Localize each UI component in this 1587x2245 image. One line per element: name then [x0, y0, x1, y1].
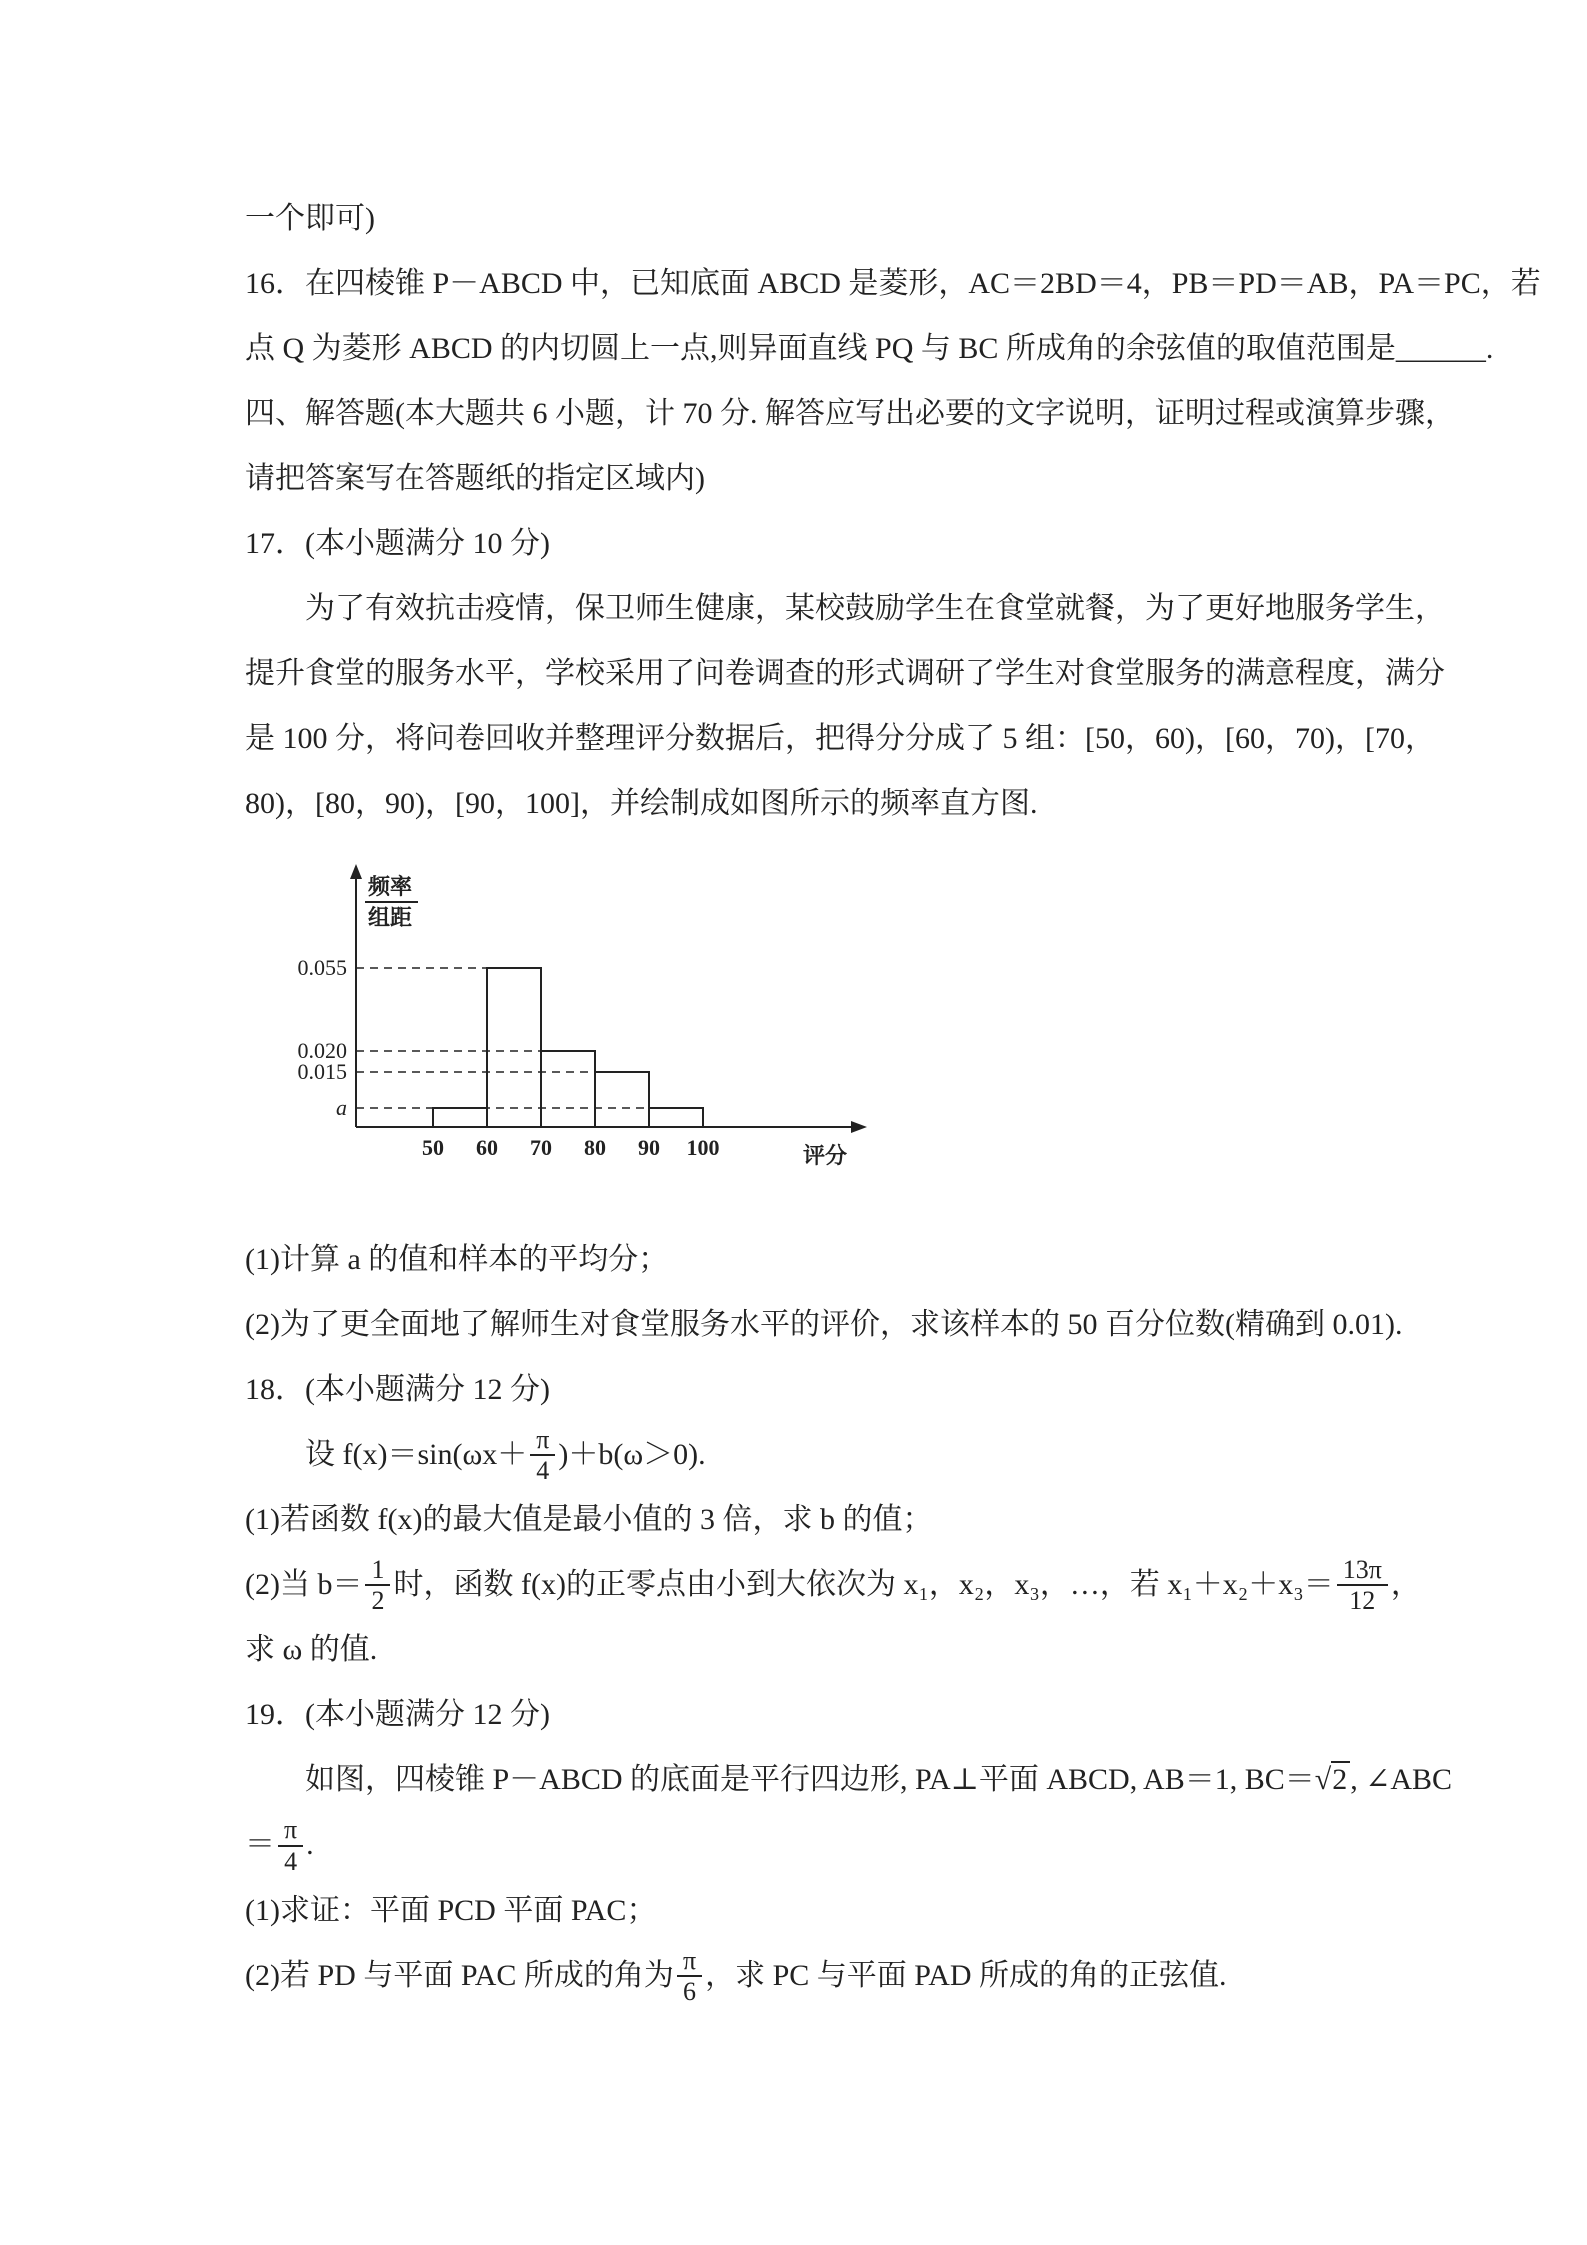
question-17-part1: (1)计算 a 的值和样本的平均分；	[245, 1243, 669, 1276]
question-17-para-line4: 80)，[80，90)，[90，100]，并绘制成如图所示的频率直方图.	[245, 787, 1038, 820]
square-root	[1315, 1761, 1350, 1796]
question-18-title: 18．(本小题满分 12 分)	[245, 1373, 550, 1406]
question-19-line1	[245, 1747, 1453, 1812]
question-17-part2: (2)为了更全面地了解师生对食堂服务水平的评价，求该样本的 50 百分位数(精确到 0.01).	[245, 1308, 1403, 1341]
x-tick-label: 100	[686, 1135, 720, 1160]
question-19-title: 19．(本小题满分 12 分)	[245, 1698, 550, 1732]
text-segment: (2)当 b＝	[245, 1568, 363, 1602]
question-17-para-line3: 是 100 分，将问卷回收并整理评分数据后，把得分分成了 5 组：[50，60)，[60，70)，[70，	[245, 722, 1435, 755]
text-segment: .	[306, 1828, 314, 1862]
text-segment: ，	[1390, 1568, 1421, 1602]
radicand: 2	[1331, 1761, 1350, 1796]
x-axis-arrow	[851, 1121, 867, 1133]
y-axis-label-denominator: 组距	[368, 905, 413, 930]
histogram-bar	[541, 1051, 595, 1127]
text-segment: 设 f(x)＝sin(ωx＋	[305, 1438, 528, 1471]
histogram-bar	[433, 1108, 487, 1127]
x-tick-label: 50	[422, 1135, 444, 1160]
question-17-para-line2: 提升食堂的服务水平，学校采用了问卷调查的形式调研了学生对食堂服务的满意程度，满分	[245, 657, 1445, 690]
y-tick-label: 0.055	[297, 955, 347, 980]
histogram-bar	[487, 968, 541, 1127]
fraction-numerator: 1	[371, 1555, 385, 1585]
x-tick-label: 60	[476, 1135, 498, 1160]
fraction-numerator: π	[682, 1945, 697, 1975]
fraction-one-half	[365, 1555, 390, 1615]
text-segment: , ∠ABC	[1350, 1763, 1453, 1797]
x-tick-label: 90	[638, 1135, 660, 1160]
section-4-header-line2: 请把答案写在答题纸的指定区域内)	[245, 462, 705, 495]
x-tick-label: 80	[584, 1135, 606, 1160]
histogram-svg	[291, 862, 891, 1197]
fraction-denominator: 6	[677, 1975, 702, 2006]
question-18-part2	[245, 1552, 1421, 1617]
question-18-part2-line2: 求 ω 的值.	[245, 1633, 378, 1667]
continuation-text: 一个即可)	[245, 202, 375, 235]
fraction-numerator: π	[284, 1815, 298, 1845]
question-18-setup	[245, 1422, 1362, 1487]
question-16-line1: 16．在四棱锥 P－ABCD 中，已知底面 ABCD 是菱形，AC＝2BD＝4，PB＝PD＝AB，PA＝PC，若	[245, 267, 1541, 300]
text-segment: ，求 PC 与平面 PAD 所成的角的正弦值.	[705, 1958, 1227, 1992]
question-17-title: 17．(本小题满分 10 分)	[245, 527, 550, 560]
fraction-denominator: 4	[278, 1845, 303, 1876]
x-axis-label: 评分	[803, 1143, 848, 1168]
text-segment: ＝	[245, 1828, 275, 1862]
frequency-histogram	[291, 862, 891, 1197]
question-17-para-line1: 为了有效抗击疫情，保卫师生健康，某校鼓励学生在食堂就餐，为了更好地服务学生，	[305, 592, 1445, 625]
fraction-denominator: 2	[365, 1584, 390, 1615]
text-segment: (2)若 PD 与平面 PAC 所成的角为	[245, 1958, 674, 1992]
fraction-denominator: 4	[530, 1454, 555, 1485]
question-19-part2	[245, 1943, 1362, 2008]
text-segment: 时，函数 f(x)的正零点由小到大依次为 x₁，x₂，x₃，…，若 x₁＋x₂＋x₃＝	[393, 1568, 1334, 1602]
section-4-header-line1: 四、解答题(本大题共 6 小题，计 70 分. 解答应写出必要的文字说明，证明过程或演算步骤，	[245, 397, 1455, 430]
fraction-pi-over-6	[677, 1946, 702, 2006]
x-tick-label: 70	[530, 1135, 552, 1160]
fraction-denominator: 12	[1337, 1584, 1388, 1615]
fraction-numerator: 13π	[1342, 1555, 1382, 1585]
fraction-13pi-over-12	[1337, 1555, 1388, 1615]
question-19-part1: (1)求证：平面 PCD 平面 PAC；	[245, 1893, 657, 1927]
text-segment: )＋b(ω＞0).	[558, 1438, 706, 1471]
fraction-pi-over-4	[278, 1815, 303, 1875]
y-tick-label: 0.015	[297, 1059, 347, 1084]
y-tick-label: a	[336, 1095, 347, 1120]
histogram-bar	[595, 1072, 649, 1127]
y-tick-label: 0.020	[297, 1038, 347, 1063]
radical-sign: √	[1314, 1763, 1332, 1797]
histogram-bar	[649, 1108, 703, 1127]
fraction-pi-over-4	[530, 1425, 555, 1485]
y-axis-arrow	[350, 864, 362, 879]
y-axis-label-numerator: 频率	[368, 874, 413, 899]
question-16-line2: 点 Q 为菱形 ABCD 的内切圆上一点,则异面直线 PQ 与 BC 所成角的余弦值的取值范围是______.	[245, 332, 1494, 365]
text-segment: 如图，四棱锥 P－ABCD 的底面是平行四边形, PA⊥平面 ABCD, AB＝1, BC＝	[305, 1763, 1315, 1797]
question-18-part1: (1)若函数 f(x)的最大值是最小值的 3 倍，求 b 的值；	[245, 1503, 933, 1537]
question-19-line2	[245, 1812, 1362, 1877]
fraction-numerator: π	[536, 1425, 550, 1454]
